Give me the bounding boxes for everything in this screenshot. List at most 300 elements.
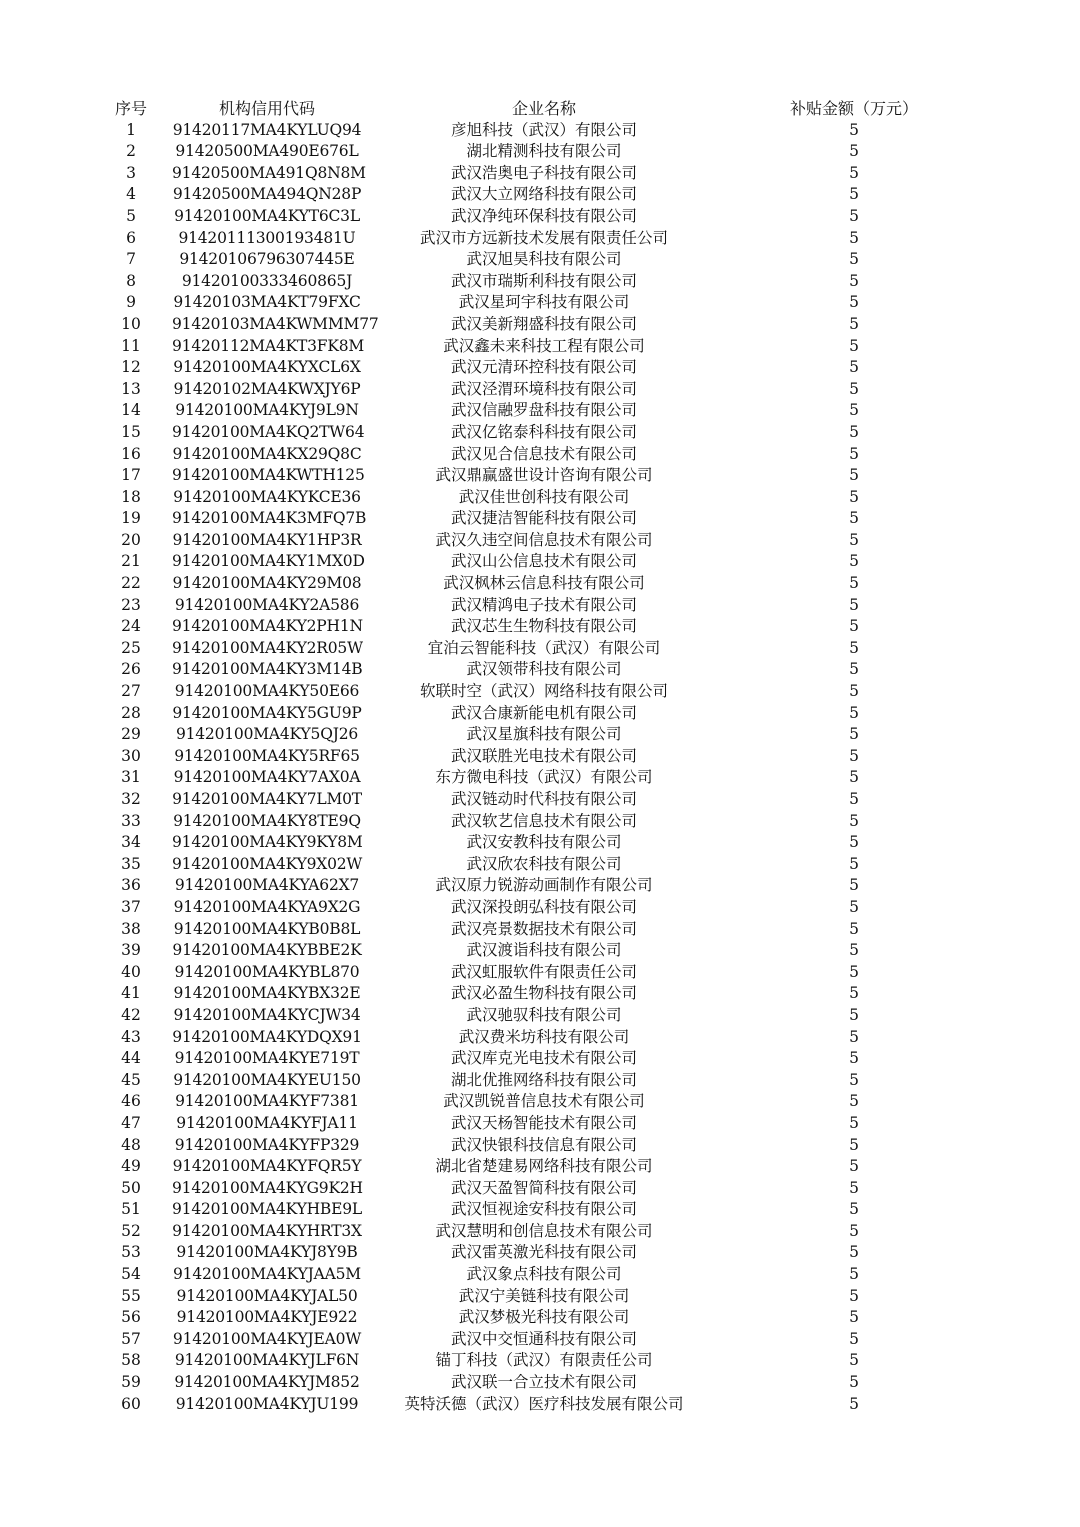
row-credit-code: 91420100MA4KY2R05W [172,638,363,657]
row-seq: 16 [121,444,141,463]
row-subsidy-amount: 5 [849,206,859,225]
table-row [0,1027,1080,1049]
row-subsidy-amount: 5 [849,811,859,830]
row-company-name: 武汉联胜光电技术有限公司 [450,746,637,765]
row-seq: 14 [121,401,141,420]
table-row [0,573,1080,595]
row-credit-code: 91420100MA4KYE719T [174,1049,360,1068]
row-company-name: 武汉亮景数据技术有限公司 [450,919,637,938]
table-row [0,487,1080,509]
table-row [0,357,1080,379]
row-subsidy-amount: 5 [849,833,859,852]
row-subsidy-amount: 5 [849,854,859,873]
row-credit-code: 91420100MA4KY1MX0D [172,552,365,571]
row-subsidy-amount: 5 [849,1373,859,1392]
row-subsidy-amount: 5 [849,703,859,722]
row-company-name: 武汉恒视途安科技有限公司 [450,1200,637,1219]
row-seq: 7 [126,250,136,269]
row-company-name: 武汉信融罗盘科技有限公司 [450,401,637,420]
row-seq: 17 [121,466,141,485]
row-company-name: 武汉亿铭泰科科技有限公司 [450,422,637,441]
row-company-name: 武汉安教科技有限公司 [466,833,622,852]
header-company-name: 企业名称 [511,99,576,118]
row-company-name: 湖北优推网络科技有限公司 [450,1070,637,1089]
row-credit-code: 91420100MA4KY5GU9P [172,703,362,722]
row-subsidy-amount: 5 [849,660,859,679]
row-subsidy-amount: 5 [849,725,859,744]
row-company-name: 武汉凯锐普信息技术有限公司 [443,1092,645,1111]
table-row [0,1199,1080,1221]
table-row [0,184,1080,206]
row-subsidy-amount: 5 [849,1027,859,1046]
table-row [0,1135,1080,1157]
row-company-name: 武汉净纯环保科技有限公司 [450,206,637,225]
row-credit-code: 91420100MA4KYCJW34 [173,1005,361,1024]
table-row [0,897,1080,919]
row-subsidy-amount: 5 [849,185,859,204]
row-subsidy-amount: 5 [849,293,859,312]
row-company-name: 武汉链动时代科技有限公司 [450,790,637,808]
header-seq: 序号 [114,99,147,118]
row-credit-code: 91420100MA4KYG9K2H [172,1178,363,1197]
row-seq: 22 [121,574,141,593]
row-subsidy-amount: 5 [849,1049,859,1068]
row-subsidy-amount: 5 [849,897,859,916]
row-company-name: 东方微电科技（武汉）有限公司 [435,768,653,787]
table-row [0,292,1080,314]
row-credit-code: 91420106796307445E [179,250,355,269]
row-seq: 50 [121,1178,141,1197]
row-credit-code: 91420100MA4KY7LM0T [172,790,362,808]
row-seq: 27 [121,682,141,701]
row-company-name: 锚丁科技（武汉）有限责任公司 [435,1351,653,1370]
row-credit-code: 91420100MA4KY2PH1N [172,617,363,636]
row-company-name: 武汉天杨智能技术有限公司 [450,1113,637,1132]
row-subsidy-amount: 5 [849,1157,859,1176]
row-subsidy-amount: 5 [849,962,859,981]
row-company-name: 武汉象点科技有限公司 [466,1265,622,1284]
row-company-name: 武汉市瑞斯利科技有限公司 [450,271,637,290]
row-seq: 36 [121,876,141,895]
table-row [0,595,1080,617]
row-seq: 34 [121,833,141,852]
row-seq: 38 [121,919,141,938]
row-seq: 5 [126,206,136,225]
row-subsidy-amount: 5 [849,1200,859,1219]
table-row [0,120,1080,142]
row-credit-code: 91420100MA4KYA62X7 [174,876,360,895]
row-company-name: 武汉快银科技信息有限公司 [450,1135,637,1154]
row-seq: 43 [121,1027,141,1046]
table-row [0,206,1080,228]
row-credit-code: 91420100MA4KYEU150 [173,1070,361,1089]
row-credit-code: 91420100MA4KYJ8Y9B [176,1243,358,1262]
row-credit-code: 91420111300193481U [178,228,356,247]
row-credit-code: 91420100MA4KYJM852 [174,1373,360,1392]
row-subsidy-amount: 5 [849,1394,859,1413]
table-row [0,444,1080,466]
row-subsidy-amount: 5 [849,1092,859,1111]
row-subsidy-amount: 5 [849,336,859,355]
row-subsidy-amount: 5 [849,422,859,441]
row-company-name: 武汉久违空间信息技术有限公司 [435,530,653,549]
row-company-name: 英特沃德（武汉）医疗科技发展有限公司 [404,1394,684,1413]
row-company-name: 武汉库克光电技术有限公司 [450,1049,637,1068]
table-row [0,228,1080,250]
table-row [0,983,1080,1005]
row-credit-code: 91420100MA4KYBL870 [174,962,360,981]
row-subsidy-amount: 5 [849,1351,859,1370]
row-credit-code: 91420103MA4KT79FXC [173,293,361,312]
row-company-name: 武汉枫林云信息科技有限公司 [443,574,645,593]
table-row [0,659,1080,681]
table-row [0,530,1080,552]
row-credit-code: 91420100MA4KYFJA11 [176,1113,358,1132]
row-company-name: 武汉见合信息技术有限公司 [450,444,637,463]
row-company-name: 武汉雷英激光科技有限公司 [450,1243,637,1262]
row-seq: 8 [126,271,136,290]
row-credit-code: 91420100MA4KY9KY8M [172,833,363,852]
row-credit-code: 91420100MA4KY2A586 [174,595,360,614]
row-subsidy-amount: 5 [849,1243,859,1262]
table-row [0,1372,1080,1394]
row-subsidy-amount: 5 [849,487,859,506]
table-row [0,638,1080,660]
row-seq: 49 [121,1157,141,1176]
row-credit-code: 91420100333460865J [181,271,353,290]
table-row [0,271,1080,293]
row-company-name: 武汉鼎赢盛世设计咨询有限公司 [435,466,653,485]
row-company-name: 宜泊云智能科技（武汉）有限公司 [427,638,661,657]
row-company-name: 武汉欣农科技有限公司 [466,854,622,873]
row-seq: 42 [121,1005,141,1024]
table-row [0,1394,1080,1416]
row-seq: 54 [121,1265,141,1284]
row-company-name: 武汉梦极光科技有限公司 [458,1308,630,1327]
row-company-name: 武汉美新翔盛科技有限公司 [450,314,637,333]
row-credit-code: 91420100MA4KY3M14B [172,660,363,679]
row-company-name: 武汉星旗科技有限公司 [466,725,622,744]
row-seq: 29 [121,725,141,744]
row-seq: 32 [121,790,141,808]
row-credit-code: 91420100MA4KY9X02W [172,854,363,873]
table-row [0,1329,1080,1351]
table-row [0,789,1080,811]
row-seq: 21 [121,552,141,571]
row-subsidy-amount: 5 [849,509,859,528]
row-seq: 12 [121,358,141,377]
table-row [0,465,1080,487]
row-seq: 48 [121,1135,141,1154]
subsidy-table [0,98,1080,1415]
row-seq: 37 [121,897,141,916]
table-row [0,141,1080,163]
table-row [0,551,1080,573]
row-credit-code: 91420100MA4KYBBE2K [172,941,362,960]
row-subsidy-amount: 5 [849,530,859,549]
row-credit-code: 91420100MA4KYJAL50 [176,1286,358,1305]
row-company-name: 武汉山公信息技术有限公司 [450,552,637,571]
row-subsidy-amount: 5 [849,768,859,787]
row-seq: 20 [121,530,141,549]
row-credit-code: 91420100MA4KY5RF65 [174,746,360,765]
row-credit-code: 91420500MA494QN28P [172,185,362,204]
table-row [0,919,1080,941]
table-row [0,1264,1080,1286]
row-seq: 56 [121,1308,141,1327]
row-company-name: 武汉天盈智简科技有限公司 [450,1178,637,1197]
row-seq: 57 [121,1329,141,1348]
row-subsidy-amount: 5 [849,1005,859,1024]
row-subsidy-amount: 5 [849,574,859,593]
row-seq: 31 [121,768,141,787]
row-company-name: 武汉渡诣科技有限公司 [466,941,622,960]
row-credit-code: 91420100MA4KY29M08 [172,574,362,593]
row-seq: 13 [121,379,141,398]
row-subsidy-amount: 5 [849,984,859,1003]
row-company-name: 武汉市方远新技术发展有限责任公司 [419,228,668,247]
row-subsidy-amount: 5 [849,314,859,333]
row-subsidy-amount: 5 [849,120,859,139]
row-credit-code: 91420100MA4KYFP329 [174,1135,360,1154]
row-credit-code: 91420100MA4KQ2TW64 [172,422,365,441]
row-company-name: 武汉佳世创科技有限公司 [458,487,630,506]
row-credit-code: 91420100MA4KYJE922 [176,1308,358,1327]
row-subsidy-amount: 5 [849,790,859,808]
table-row [0,1307,1080,1329]
row-company-name: 武汉芯生生物科技有限公司 [450,617,637,636]
row-seq: 9 [126,293,136,312]
row-credit-code: 91420100MA4KYA9X2G [173,897,361,916]
row-seq: 2 [126,142,136,161]
row-subsidy-amount: 5 [849,1178,859,1197]
row-company-name: 武汉精鸿电子技术有限公司 [450,595,637,614]
table-row [0,875,1080,897]
row-credit-code: 91420100MA4KYJAA5M [173,1265,361,1284]
row-seq: 19 [121,509,141,528]
row-seq: 55 [121,1286,141,1305]
row-seq: 25 [121,638,141,657]
table-row [0,746,1080,768]
row-seq: 24 [121,617,141,636]
row-credit-code: 91420100MA4KYJEA0W [172,1329,362,1348]
row-credit-code: 91420100MA4KWTH125 [172,466,365,485]
row-company-name: 武汉费米坊科技有限公司 [458,1027,630,1046]
row-seq: 3 [126,163,136,182]
row-seq: 41 [121,984,141,1003]
row-company-name: 武汉深投朗弘科技有限公司 [450,897,637,916]
table-row [0,616,1080,638]
row-credit-code: 91420100MA4KYB0B8L [173,919,361,938]
row-credit-code: 91420112MA4KT3FK8M [172,336,365,355]
row-company-name: 武汉软艺信息技术有限公司 [450,811,637,830]
row-subsidy-amount: 5 [849,379,859,398]
row-company-name: 武汉大立网络科技有限公司 [450,185,637,204]
table-row [0,1286,1080,1308]
table-row [0,703,1080,725]
table-row [0,1221,1080,1243]
row-subsidy-amount: 5 [849,746,859,765]
table-row [0,940,1080,962]
row-subsidy-amount: 5 [849,1286,859,1305]
table-row [0,681,1080,703]
row-credit-code: 91420100MA4KYJU199 [175,1394,359,1413]
row-subsidy-amount: 5 [849,1135,859,1154]
row-credit-code: 91420100MA4KYFQR5Y [172,1157,362,1176]
row-subsidy-amount: 5 [849,595,859,614]
table-row [0,1242,1080,1264]
row-seq: 39 [121,941,141,960]
row-credit-code: 91420100MA4KYJ9L9N [175,401,359,420]
row-company-name: 湖北精测科技有限公司 [466,142,622,161]
row-credit-code: 91420100MA4KYDQX91 [172,1027,362,1046]
row-company-name: 武汉慧明和创信息技术有限公司 [435,1221,653,1240]
row-company-name: 武汉鑫未来科技工程有限公司 [443,336,645,355]
row-subsidy-amount: 5 [849,228,859,247]
row-company-name: 武汉浩奥电子科技有限公司 [450,163,637,182]
table-body [0,120,1080,1416]
row-credit-code: 91420100MA4KY1HP3R [172,530,362,549]
table-row [0,379,1080,401]
table-row [0,1091,1080,1113]
row-company-name: 湖北省楚建易网络科技有限公司 [435,1157,653,1176]
table-row [0,1070,1080,1092]
row-company-name: 武汉捷洁智能科技有限公司 [450,509,637,528]
table-row [0,336,1080,358]
row-subsidy-amount: 5 [849,1221,859,1240]
row-credit-code: 91420100MA4KYBX32E [173,984,361,1003]
row-seq: 15 [121,422,141,441]
row-seq: 10 [121,314,141,333]
row-seq: 28 [121,703,141,722]
row-company-name: 武汉原力锐游动画制作有限公司 [435,876,653,895]
row-seq: 11 [121,336,141,355]
row-credit-code: 91420100MA4KYHRT3X [172,1221,362,1240]
table-row [0,1178,1080,1200]
table-row [0,1048,1080,1070]
row-seq: 6 [126,228,136,247]
header-subsidy-amount: 补贴金额（万元） [789,99,918,118]
row-seq: 51 [121,1200,141,1219]
row-credit-code: 91420500MA490E676L [175,142,359,161]
row-seq: 46 [121,1092,141,1111]
row-subsidy-amount: 5 [849,1070,859,1089]
row-subsidy-amount: 5 [849,919,859,938]
table-row [0,508,1080,530]
table-row [0,422,1080,444]
row-company-name: 武汉泾渭环境科技有限公司 [450,379,637,398]
row-seq: 44 [121,1049,141,1068]
row-credit-code: 91420100MA4KY50E66 [174,682,360,701]
row-subsidy-amount: 5 [849,1329,859,1348]
row-company-name: 武汉驰驭科技有限公司 [466,1005,622,1024]
row-company-name: 武汉必盈生物科技有限公司 [450,984,637,1003]
table-row [0,1005,1080,1027]
row-seq: 35 [121,854,141,873]
row-seq: 1 [126,120,136,139]
table-row [0,811,1080,833]
table-header-row [0,98,1080,120]
table-row [0,249,1080,271]
row-seq: 26 [121,660,141,679]
row-seq: 59 [121,1373,141,1392]
row-subsidy-amount: 5 [849,401,859,420]
table-row [0,832,1080,854]
row-credit-code: 91420100MA4KX29Q8C [172,444,362,463]
row-subsidy-amount: 5 [849,941,859,960]
row-subsidy-amount: 5 [849,552,859,571]
table-row [0,767,1080,789]
row-company-name: 武汉虹服软件有限责任公司 [450,962,637,981]
row-subsidy-amount: 5 [849,1113,859,1132]
row-company-name: 武汉旭昊科技有限公司 [466,250,622,269]
row-company-name: 武汉领带科技有限公司 [466,660,622,679]
row-seq: 58 [121,1351,141,1370]
table-row [0,854,1080,876]
row-seq: 23 [121,595,141,614]
table-row [0,1156,1080,1178]
row-company-name: 彦旭科技（武汉）有限公司 [450,120,637,139]
row-seq: 40 [121,962,141,981]
row-seq: 52 [121,1221,141,1240]
row-credit-code: 91420500MA491Q8N8M [172,163,366,182]
row-subsidy-amount: 5 [849,444,859,463]
row-subsidy-amount: 5 [849,142,859,161]
row-company-name: 武汉联一合立技术有限公司 [450,1373,637,1392]
row-credit-code: 91420100MA4KY8TE9Q [173,811,361,830]
row-credit-code: 91420100MA4K3MFQ7B [172,509,367,528]
row-subsidy-amount: 5 [849,1265,859,1284]
row-seq: 60 [121,1394,141,1413]
table-row [0,1113,1080,1135]
table-row [0,962,1080,984]
row-subsidy-amount: 5 [849,682,859,701]
header-credit-code: 机构信用代码 [218,99,315,118]
row-seq: 18 [121,487,141,506]
table-row [0,1350,1080,1372]
row-subsidy-amount: 5 [849,617,859,636]
table-row [0,314,1080,336]
row-subsidy-amount: 5 [849,358,859,377]
row-subsidy-amount: 5 [849,466,859,485]
row-subsidy-amount: 5 [849,163,859,182]
row-credit-code: 91420100MA4KYKCE36 [173,487,361,506]
row-seq: 30 [121,746,141,765]
row-credit-code: 91420117MA4KYLUQ94 [172,120,362,139]
row-credit-code: 91420100MA4KYF7381 [175,1092,359,1111]
row-credit-code: 91420100MA4KYJLF6N [174,1351,360,1370]
row-seq: 53 [121,1243,141,1262]
row-company-name: 武汉中交恒通科技有限公司 [450,1329,637,1348]
row-subsidy-amount: 5 [849,1308,859,1327]
row-company-name: 武汉宁美链科技有限公司 [458,1286,630,1305]
table-row [0,163,1080,185]
row-credit-code: 91420100MA4KY7AX0A [173,768,361,787]
row-company-name: 武汉星珂宇科技有限公司 [458,293,630,312]
row-subsidy-amount: 5 [849,638,859,657]
row-seq: 45 [121,1070,141,1089]
row-credit-code: 91420100MA4KYHBE9L [172,1200,362,1219]
table-row [0,724,1080,746]
row-company-name: 软联时空（武汉）网络科技有限公司 [419,682,668,701]
row-credit-code: 91420100MA4KY5QJ26 [175,725,359,744]
row-seq: 47 [121,1113,141,1132]
row-credit-code: 91420100MA4KYXCL6X [173,358,361,377]
row-seq: 4 [126,185,136,204]
row-subsidy-amount: 5 [849,876,859,895]
row-credit-code: 91420102MA4KWXJY6P [173,379,361,398]
table-row [0,400,1080,422]
